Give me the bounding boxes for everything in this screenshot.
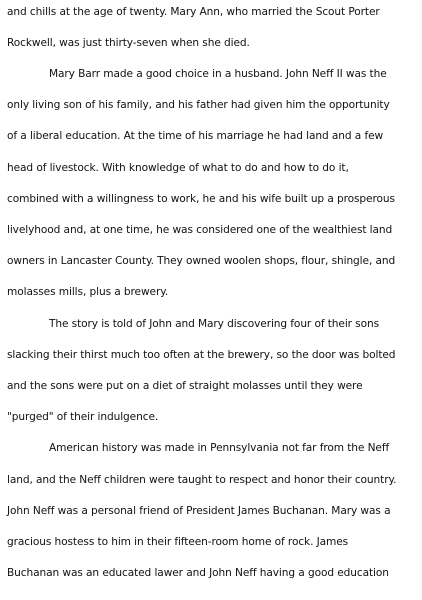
- text-line: John Neff was a personal friend of President James Buchanan. Mary was a: [7, 505, 391, 517]
- paragraph-start-line: Mary Barr made a good choice in a husband. John Neff II was the: [49, 68, 387, 80]
- text-line: owners in Lancaster County. They owned woolen shops, flour, shingle, and: [7, 255, 396, 267]
- text-line: gracious hostess to him in their fifteen-room home of rock. James: [7, 536, 349, 548]
- text-line: only living son of his family, and his father had given him the opportunity: [7, 99, 390, 111]
- text-line: molasses mills, plus a brewery.: [7, 286, 169, 298]
- text-line: of a liberal education. At the time of his marriage he had land and a few: [7, 130, 384, 142]
- text-line: Buchanan was an educated lawer and John Neff having a good education: [7, 567, 389, 579]
- text-line: livelyhood and, at one time, he was considered one of the wealthiest land: [7, 224, 393, 236]
- text-line: combined with a willingness to work, he and his wife built up a prosperous: [7, 193, 395, 205]
- paragraph-start-line: American history was made in Pennsylvania not far from the Neff: [49, 442, 390, 454]
- text-line: and chills at the age of twenty. Mary Ann, who married the Scout Porter: [7, 6, 380, 18]
- text-line: Rockwell, was just thirty-seven when she died.: [7, 37, 250, 49]
- text-line: and the sons were put on a diet of straight molasses until they were: [7, 380, 363, 392]
- text-line: slacking their thirst much too often at the brewery, so the door was bolted: [7, 349, 396, 361]
- text-line: land, and the Neff children were taught to respect and honor their country.: [7, 474, 397, 486]
- text-line: head of livestock. With knowledge of what to do and how to do it,: [7, 162, 349, 174]
- paragraph-start-line: The story is told of John and Mary discovering four of their sons: [49, 318, 380, 330]
- text-line: "purged" of their indulgence.: [7, 411, 159, 423]
